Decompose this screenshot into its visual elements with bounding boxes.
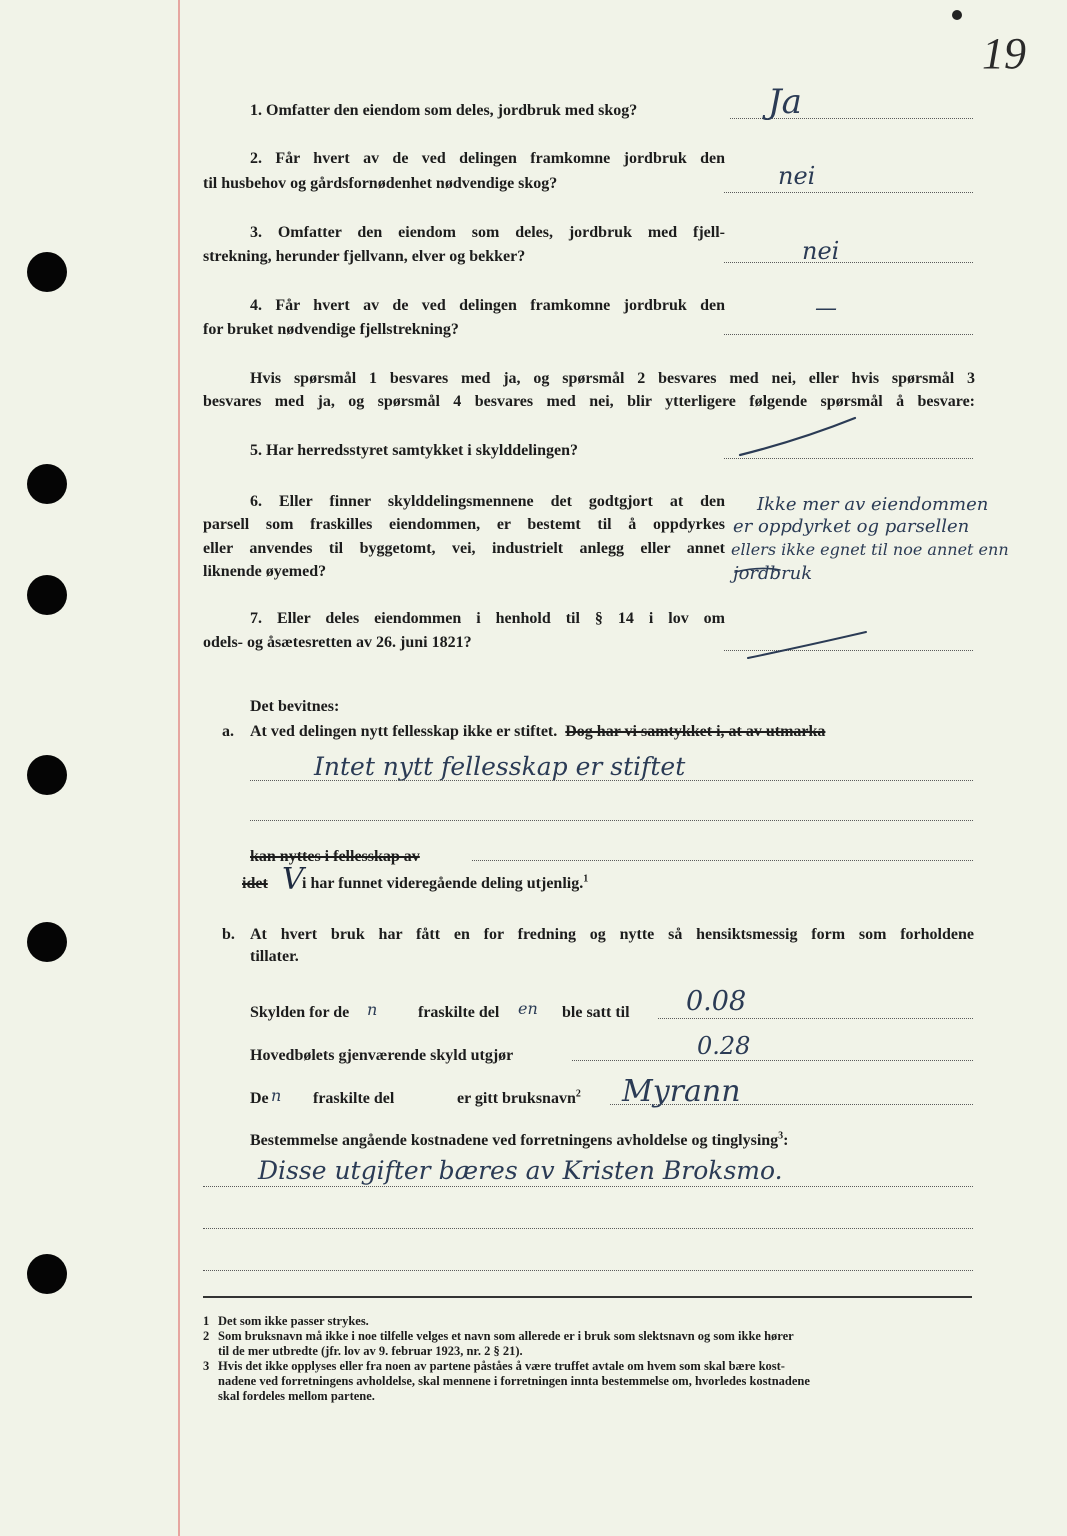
answer-q6-line3: ellers ikke egnet til noe annet enn [731, 540, 1009, 559]
answer-q6-line1: Ikke mer av eiendommen [757, 494, 989, 515]
question-6-line1: 6. Eller finner skylddelingsmennene det godtgjort at den [250, 493, 725, 510]
question-5: 5. Har herredsstyret samtykket i skylddelingen? [250, 442, 579, 459]
question-3-line1: 3. Omfatter den eiendom som deles, jordbruk med fjell- [250, 224, 725, 241]
bruksnavn-value: Myrann [622, 1074, 741, 1109]
question-7-line2: odels- og åsætesretten av 26. juni 1821? [203, 634, 472, 651]
hovedbol-value: 0.28 [697, 1032, 751, 1060]
skylden-middle: fraskilte del [418, 1004, 500, 1021]
answer-q6-line4: jordbruk [733, 563, 813, 584]
question-4-line2: for bruket nødvendige fjellstrekning? [203, 321, 459, 338]
footnote-1-num: 1 [203, 1314, 210, 1328]
question-6-line4: liknende øyemed? [203, 563, 327, 580]
question-2-line2: til husbehov og gårdsfornødenhet nødvendige skog? [203, 175, 558, 192]
footnote-3-line3: skal fordeles mellom partene. [218, 1389, 375, 1403]
skylden-suffix: ble satt til [562, 1004, 630, 1021]
footnote-3-num: 3 [203, 1359, 210, 1373]
hovedbol-label: Hovedbølets gjenværende skyld utgjør [250, 1047, 514, 1064]
answer-q6-line2: er oppdyrket og parsellen [733, 516, 970, 537]
attest-a-handwritten: Intet nytt fellesskap er stiftet [314, 752, 686, 781]
condition-line1: Hvis spørsmål 1 besvares med ja, og spørsmål 2 besvares med nei, eller hvis spørsmål 3 [250, 370, 975, 387]
question-1: 1. Omfatter den eiendom som deles, jordbruk med skog? [250, 102, 638, 119]
bruksnavn-label: er gitt bruksnavn$^2$ [457, 1088, 581, 1107]
attest-heading: Det bevitnes: [250, 698, 340, 715]
footnote-2-num: 2 [203, 1329, 210, 1343]
footnote-2-line2: til de mer utbredte (jfr. lov av 9. februar 1923, nr. 2 § 21). [218, 1344, 523, 1358]
skylden-value: 0.08 [686, 986, 747, 1017]
kostnader-label: Bestemmelse angående kostnadene ved forretningens avholdelse og tinglysing$^3$: [250, 1130, 789, 1149]
answer-q2: nei [778, 162, 816, 190]
attest-a-label: a. [222, 723, 234, 740]
question-6-line2: parsell som fraskilles eiendommen, er bestemt til å oppdyrkes [203, 516, 725, 533]
skylden-en-handwritten: en [518, 999, 538, 1018]
attest-b-line1: At hvert bruk har fått en for fredning og nytte så hensiktsmessig form som forholdene [250, 926, 974, 943]
condition-line2: besvares med ja, og spørsmål 4 besvares med nei, blir ytterligere følgende spørsmål å besvare: [203, 393, 975, 410]
bruksnavn-prefix: De [250, 1090, 269, 1107]
bruksnavn-n-handwritten: n [271, 1086, 282, 1105]
question-7-line1: 7. Eller deles eiendommen i henhold til § 14 i lov om [250, 610, 725, 627]
question-4-line1: 4. Får hvert av de ved delingen framkomne jordbruk den [250, 297, 725, 314]
question-6-line3: eller anvendes til byggetomt, vei, industrielt anlegg eller annet [203, 540, 725, 557]
page-number: 19 [982, 29, 1026, 78]
footnote-1: Det som ikke passer strykes. [218, 1314, 369, 1328]
footnote-3-line1: Hvis det ikke opplyses eller fra noen av partene påståes å være truffet avtale om hvem som skal bære kost- [218, 1359, 785, 1373]
answer-q4: — [815, 296, 837, 321]
skylden-prefix: Skylden for de [250, 1004, 350, 1021]
struck-line: kan nyttes i fellesskap av [250, 848, 420, 865]
footnote-2-line1: Som bruksnavn må ikke i noe tilfelle velges et navn som allerede er i bruk som slektsnavn og som ikke hører [218, 1329, 794, 1343]
answer-q3: nei [802, 237, 840, 265]
bruksnavn-middle: fraskilte del [313, 1090, 395, 1107]
kostnader-value: Disse utgifter bæres av Kristen Broksmo. [258, 1156, 783, 1185]
attest-line-end: i har funnet videregående deling utjenlig.$^1$ [302, 873, 589, 892]
skylden-n-handwritten: n [367, 1000, 378, 1019]
attest-a-text: At ved delingen nytt fellesskap ikke er stiftet. Dog har vi samtykket i, at av utmarka [250, 723, 826, 740]
footnote-rule [203, 1296, 972, 1298]
footnote-3-line2: nadene ved forretningens avholdelse, skal mennene i forretningen innta bestemmelse om, hvorledes kostnadene [218, 1374, 810, 1388]
attest-b-line2: tillater. [250, 948, 299, 965]
question-2-line1: 2. Får hvert av de ved delingen framkomne jordbruk den [250, 150, 725, 167]
attest-b-label: b. [222, 926, 235, 943]
answer-q1: Ja [768, 82, 802, 122]
struck-idet: idet [242, 875, 268, 892]
question-3-line2: strekning, herunder fjellvann, elver og bekker? [203, 248, 526, 265]
correction-mark: V [282, 862, 304, 897]
struck-text: Dog har vi samtykket i, at av utmarka [565, 723, 826, 740]
